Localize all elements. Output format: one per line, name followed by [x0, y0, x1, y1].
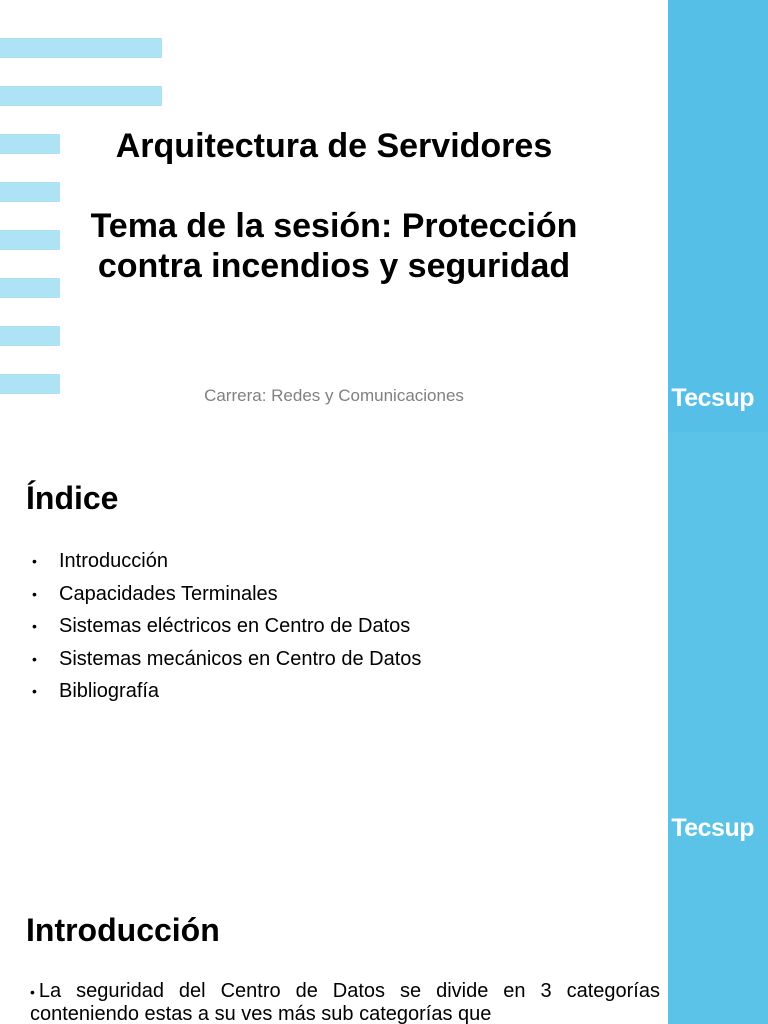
decorative-stripe	[0, 230, 60, 250]
bullet-icon: •	[32, 618, 37, 634]
side-bar	[668, 432, 768, 864]
session-topic-line-1: Tema de la sesión: Protección	[90, 207, 578, 245]
career-label: Carrera: Redes y Comunicaciones	[204, 386, 464, 405]
index-slide	[0, 432, 768, 864]
introduction-paragraph: • La seguridad del Centro de Datos se divide en 3 categorías conteniendo estas a su ves más sub categorías que	[30, 980, 660, 1024]
side-bar	[668, 0, 768, 432]
logo-text: Tecsup	[671, 384, 754, 412]
list-item: • Capacidades Terminales	[32, 582, 278, 605]
index-list	[32, 548, 421, 711]
decorative-stripe	[0, 38, 162, 58]
decorative-stripe	[0, 326, 60, 346]
decorative-stripe	[0, 134, 60, 154]
decorative-stripe	[0, 182, 60, 202]
side-bar	[668, 864, 768, 1024]
list-item: • Bibliografía	[32, 680, 160, 702]
list-item: • Sistemas eléctricos en Centro de Datos	[32, 615, 411, 637]
session-topic-line-2: contra incendios y seguridad	[97, 247, 571, 285]
bullet-icon: •	[32, 650, 37, 667]
course-title: Arquitectura de Servidores	[115, 127, 553, 165]
list-item: • Sistemas mecánicos en Centro de Datos	[32, 647, 422, 670]
bullet-icon: •	[30, 984, 35, 1000]
tecsup-logo	[671, 384, 754, 413]
bullet-icon: •	[32, 683, 37, 699]
bullet-icon: •	[32, 553, 37, 569]
bullet-icon: •	[32, 585, 37, 602]
decorative-stripe	[0, 374, 60, 394]
logo-text: Tecsup	[671, 814, 754, 842]
decorative-stripe	[0, 86, 162, 106]
tecsup-logo	[671, 814, 754, 843]
title-slide	[0, 0, 768, 432]
decorative-stripe	[0, 278, 60, 298]
introduction-title: Introducción	[26, 912, 220, 948]
introduction-slide	[0, 864, 768, 1024]
list-item: • Introducción	[32, 550, 168, 572]
slide-title-block	[60, 126, 608, 286]
index-title: Índice	[26, 480, 119, 516]
